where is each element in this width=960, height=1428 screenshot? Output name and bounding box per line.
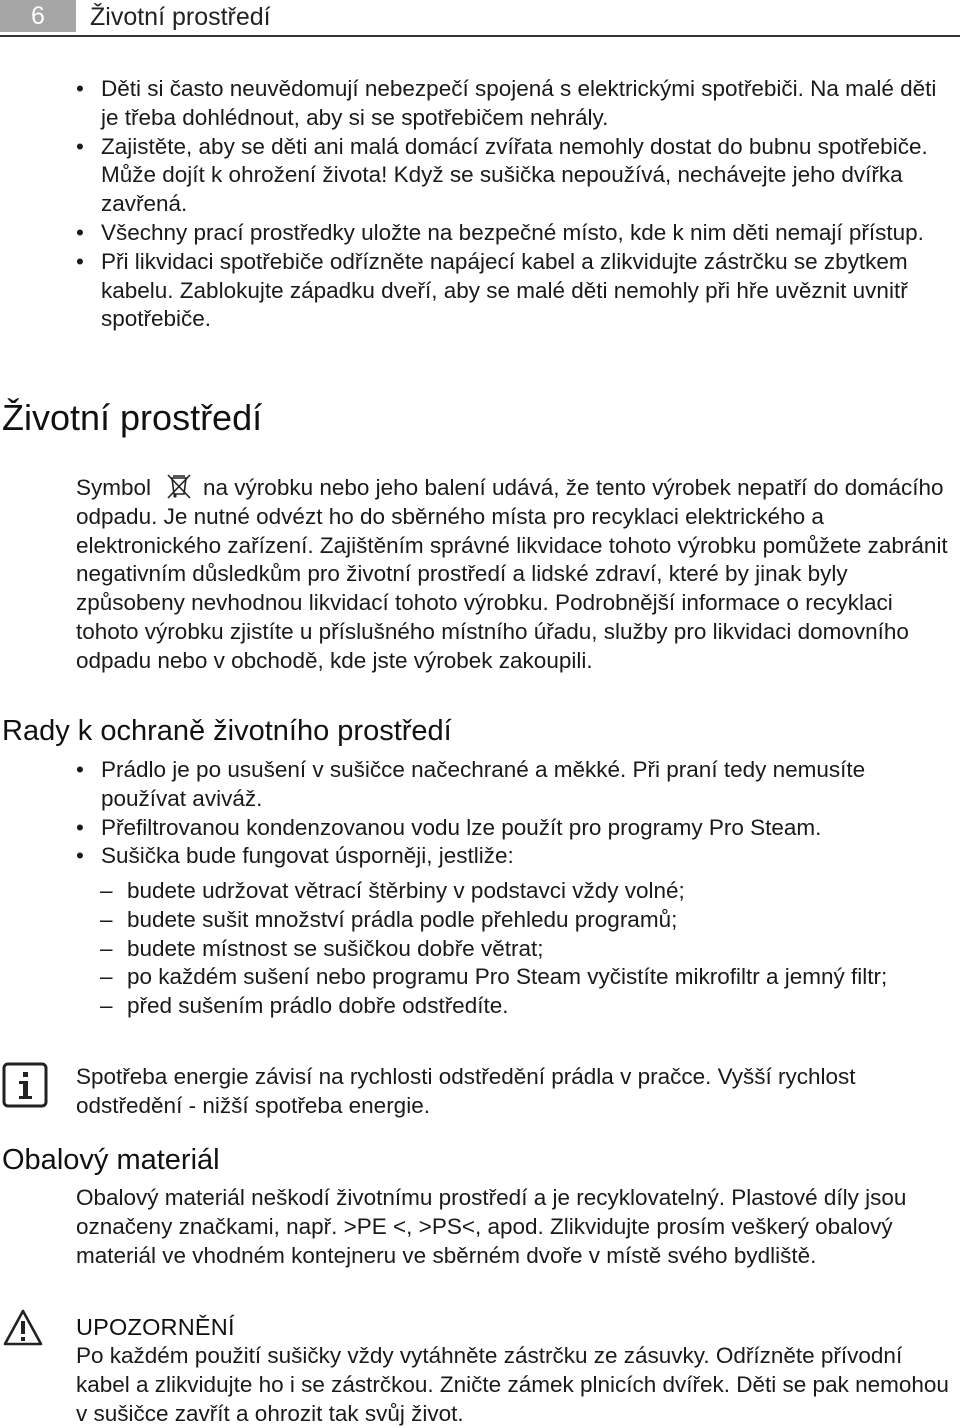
- list-item: • Všechny prací prostředky uložte na bezpečné místo, kde k nim děti nemají přístup.: [76, 219, 946, 248]
- environment-paragraph: [76, 472, 956, 676]
- symbol-word: Symbol: [76, 475, 152, 500]
- list-item: – po každém sušení nebo programu Pro Steam vyčistíte mikrofiltr a jemný filtr;: [100, 963, 960, 992]
- packaging-paragraph: Obalový materiál neškodí životnímu prostředí a je recyklovatelný. Plastové díly jsou označeny značkami, např. >PE <, >PS<, apod. Zlikvidujte prosím veškerý obalový materiál ve vhodném kontejneru ve sběrném dvoře v místě svého bydliště.: [76, 1185, 907, 1268]
- tips-bullet-list: [76, 756, 946, 871]
- warning-triangle-icon: [2, 1308, 44, 1348]
- list-item: – budete udržovat větrací štěrbiny v podstavci vždy volné;: [100, 877, 960, 906]
- list-item: • Při likvidaci spotřebiče odřízněte napájecí kabel a zlikvidujte zástrčku se zbytkem kabelu. Zablokujte západku dveří, aby se malé děti nemohly při hře uvěznit uvnitř spotřebiče.: [76, 248, 946, 334]
- list-item: – budete sušit množství prádla podle přehledu programů;: [100, 906, 960, 935]
- info-note: Spotřeba energie závisí na rychlosti odstředění prádla v pračce. Vyšší rychlost odstředění - nižší spotřeba energie.: [76, 1064, 856, 1118]
- warning-title: UPOZORNĚNÍ: [76, 1314, 235, 1340]
- list-item: • Přefiltrovanou kondenzovanou vodu lze použít pro programy Pro Steam.: [76, 814, 946, 843]
- header-divider: [0, 35, 960, 37]
- info-icon: [2, 1062, 48, 1108]
- list-item: • Zajistěte, aby se děti ani malá domácí zvířata nemohly dostat do bubnu spotřebiče. Může dojít k ohrožení života! Když se sušička nepoužívá, nechávejte jeho dvířka zavřená.: [76, 133, 946, 219]
- page-header: [0, 0, 960, 36]
- environment-text: na výrobku nebo jeho balení udává, že tento výrobek nepatří do domácího odpadu. Je nutné odvézt ho do sběrného místa pro recyklaci elektrického a elektronického zařízení. Zajištěním správné likvidace tohoto výrobku pomůžete zabránit negativním důsledkům pro životní prostředí a lidské zdraví, které by jinak byly způsobeny nevhodnou likvidací tohoto výrobku. Podrobnější informace o recyklaci tohoto výrobku zjistíte u příslušného místního úřadu, služby pro likvidaci domovního odpadu nebo v obchodě, kde jste výrobek zakoupili.: [76, 475, 948, 673]
- crossed-out-wheelie-bin-icon: [165, 472, 193, 500]
- packaging-heading: Obalový materiál: [2, 1144, 220, 1176]
- page-number: 6: [0, 0, 76, 32]
- list-item: • Sušička bude fungovat úsporněji, jestliže:: [76, 842, 946, 871]
- list-item: – budete místnost se sušičkou dobře větrat;: [100, 935, 960, 964]
- tips-heading: Rady k ochraně životního prostředí: [2, 715, 452, 747]
- list-item: • Prádlo je po usušení v sušičce načechrané a měkké. Při praní tedy nemusíte používat aviváž.: [76, 756, 946, 814]
- warning-text: Po každém použití sušičky vždy vytáhněte zástrčku ze zásuvky. Odřízněte přívodní kabel a zlikvidujte ho i se zástrčkou. Zničte zámek plnicích dvířek. Děti se pak nemohou v sušičce zavřít a ohrozit tak svůj život.: [76, 1343, 949, 1426]
- list-item: – před sušením prádlo dobře odstředíte.: [100, 992, 960, 1021]
- header-title: Životní prostředí: [90, 3, 271, 31]
- tips-sub-list: [100, 877, 960, 1021]
- environment-heading: Životní prostředí: [2, 397, 263, 438]
- safety-bullet-list: [76, 75, 946, 334]
- list-item: • Děti si často neuvědomují nebezpečí spojená s elektrickými spotřebiči. Na malé děti je třeba dohlédnout, aby si se spotřebičem nehrály.: [76, 75, 946, 133]
- warning-block: [76, 1313, 956, 1428]
